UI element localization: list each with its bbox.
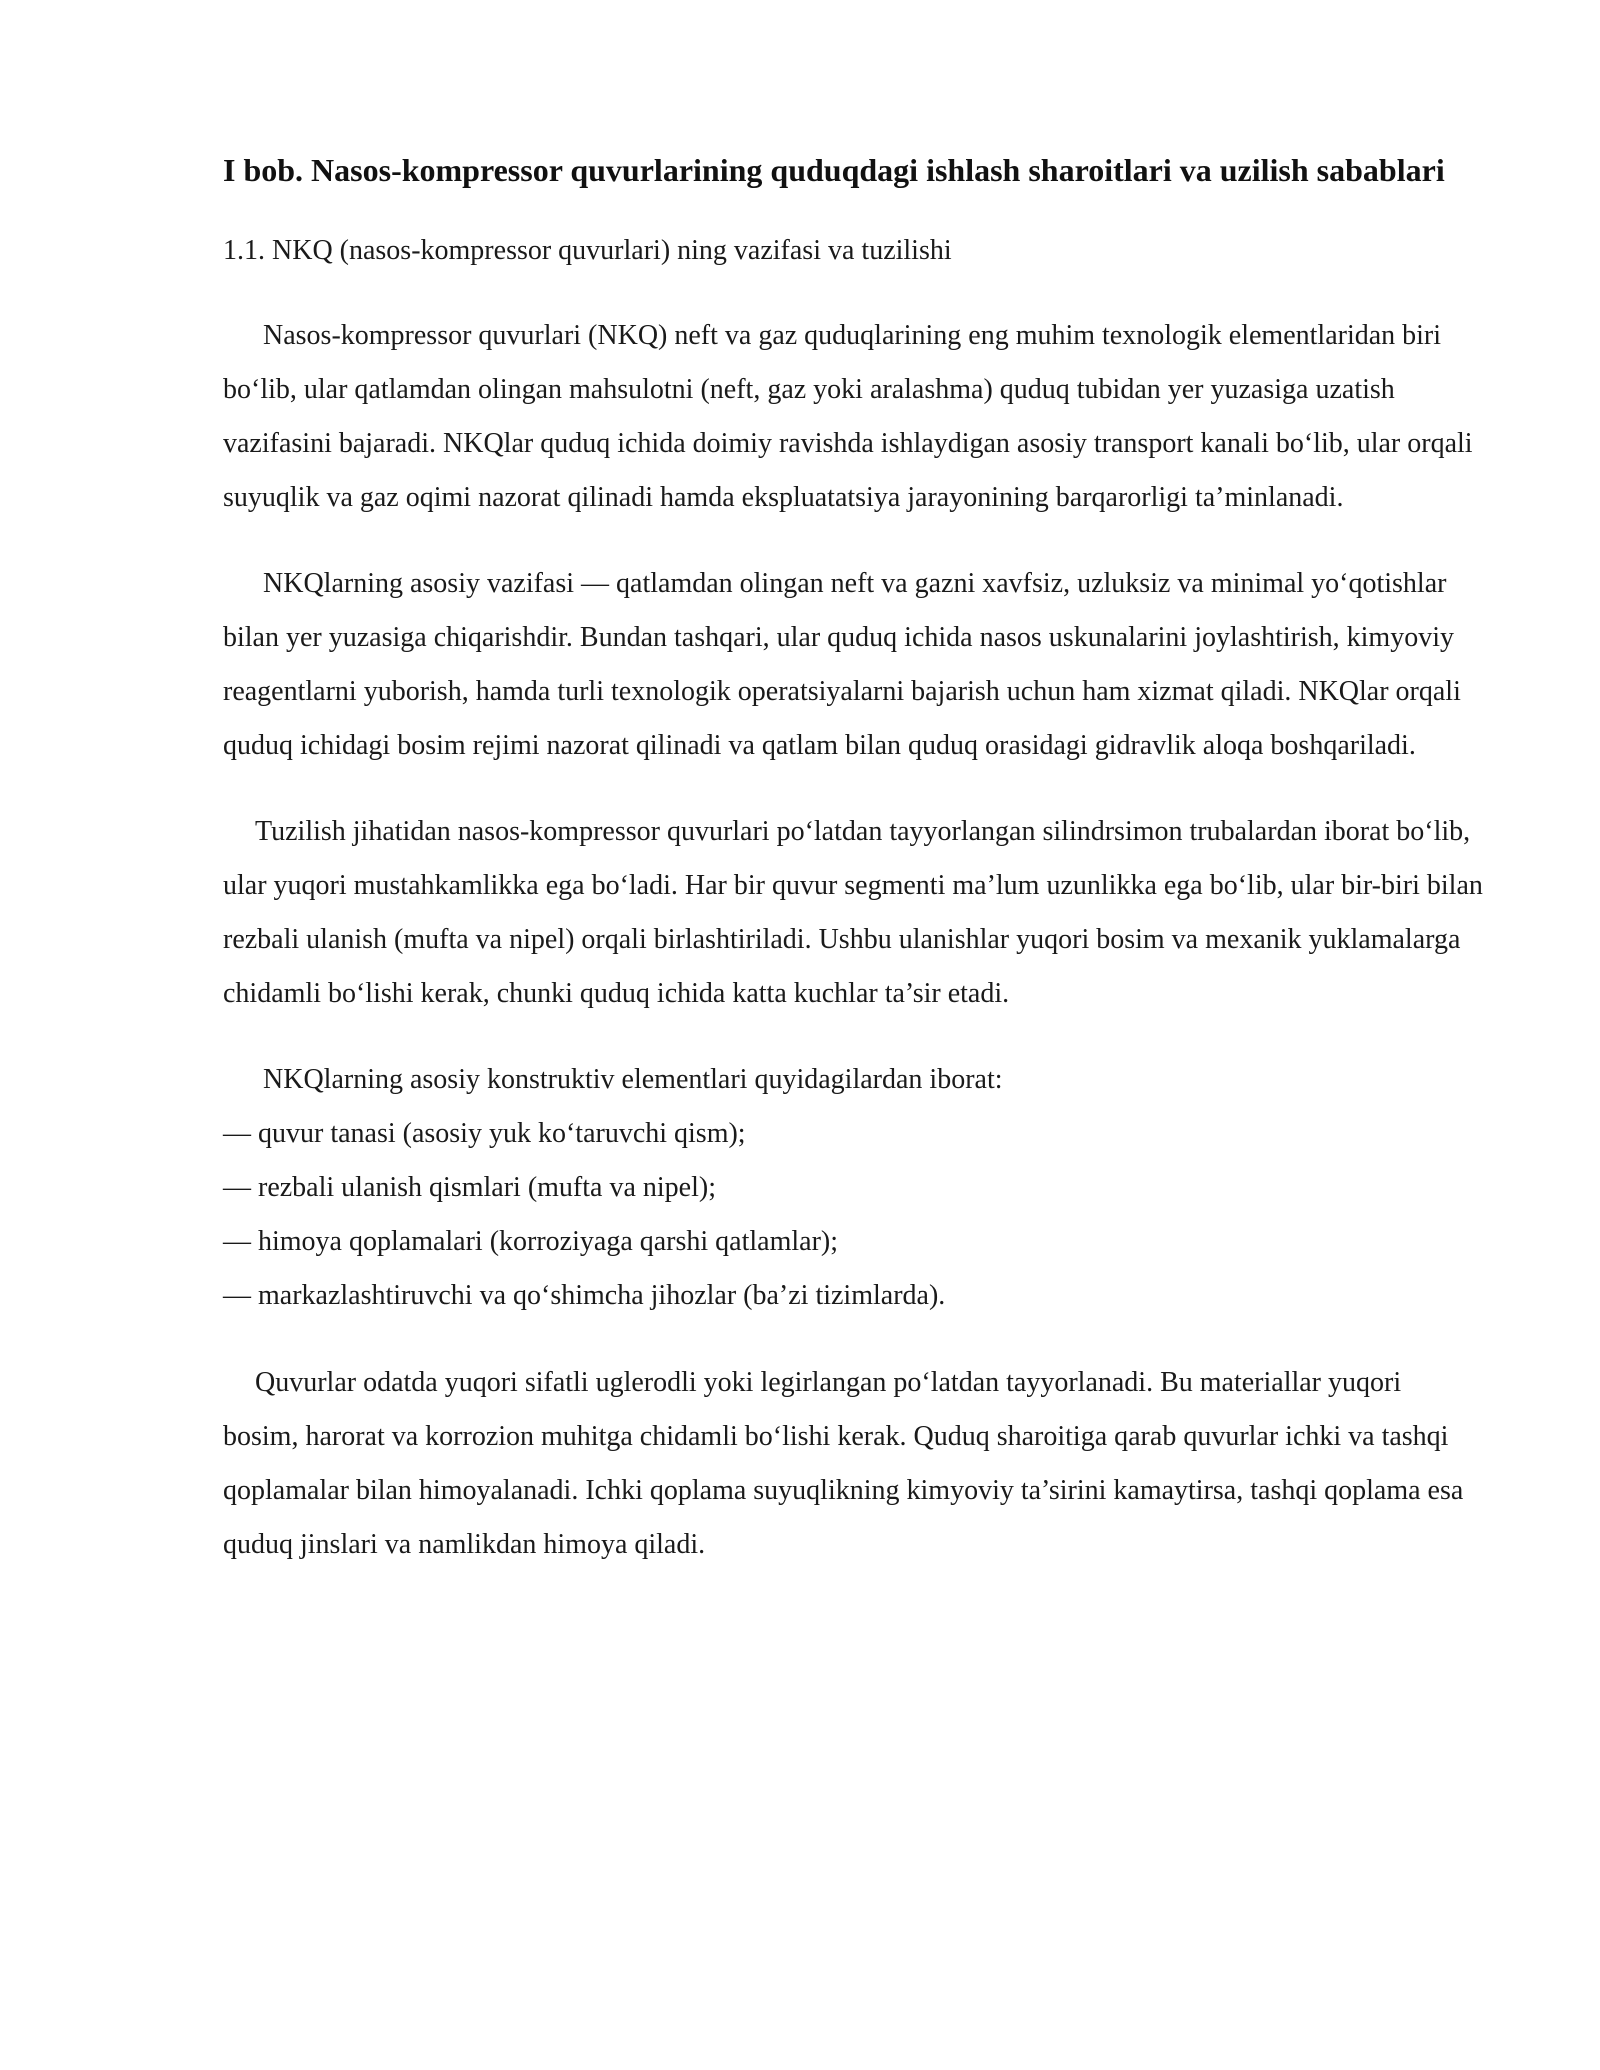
document-body <box>223 140 1483 1572</box>
list-item: — markazlashtiruvchi va qo‘shimcha jihozlar (ba’zi tizimlarda). <box>223 1280 946 1311</box>
paragraph-purpose-intro: Nasos-kompressor quvurlari (NKQ) neft va gaz quduqlarining eng muhim texnologik elementlaridan biri bo‘lib, ular qatlamdan olingan mahsulotni (neft, gaz yoki aralashma) quduq tubidan yer yuzasiga uzatish vazifasini bajaradi. NKQlar quduq ichida doimiy ravishda ishlaydigan asosiy transport kanali bo‘lib, ular orqali suyuqlik va gaz oqimi nazorat qilinadi hamda ekspluatatsiya jarayonining barqarorligi ta’minlanadi. <box>223 320 1473 513</box>
section-title: 1.1. NKQ (nasos-kompressor quvurlari) ning vazifasi va tuzilishi <box>223 235 952 266</box>
paragraph-elements-intro: NKQlarning asosiy konstruktiv elementlari quyidagilardan iborat: <box>263 1064 1003 1095</box>
paragraph-construction: Tuzilish jihatidan nasos-kompressor quvurlari po‘latdan tayyorlangan silindrsimon trubalardan iborat bo‘lib, ular yuqori mustahkamlikka ega bo‘ladi. Har bir quvur segmenti ma’lum uzunlikka ega bo‘lib, ular bir-biri bilan rezbali ulanish (mufta va nipel) orqali birlashtiriladi. Ushbu ulanishlar yuqori bosim va mexanik yuklamalarga chidamli bo‘lishi kerak, chunki quduq ichida katta kuchlar ta’sir etadi. <box>223 816 1483 1009</box>
paragraph-materials: Quvurlar odatda yuqori sifatli uglerodli yoki legirlangan po‘latdan tayyorlanadi. Bu materiallar yuqori bosim, harorat va korrozion muhitga chidamli bo‘lishi kerak. Quduq sharoitiga qarab quvurlar ichki va tashqi qoplamalar bilan himoyalanadi. Ichki qoplama suyuqlikning kimyoviy ta’sirini kamaytirsa, tashqi qoplama esa quduq jinslari va namlikdan himoya qiladi. <box>223 1367 1464 1560</box>
list-item: — rezbali ulanish qismlari (mufta va nipel); <box>223 1172 716 1203</box>
paragraph-main-function: NKQlarning asosiy vazifasi — qatlamdan olingan neft va gazni xavfsiz, uzluksiz va minimal yo‘qotishlar bilan yer yuzasiga chiqarishdir. Bundan tashqari, ular quduq ichida nasos uskunalarini joylashtirish, kimyoviy reagentlarni yuborish, hamda turli texnologik operatsiyalarni bajarish uchun ham xizmat qiladi. NKQlar orqali quduq ichidagi bosim rejimi nazorat qilinadi va qatlam bilan quduq orasidagi gidravlik aloqa boshqariladi. <box>223 568 1461 761</box>
list-item: — himoya qoplamalari (korroziyaga qarshi qatlamlar); <box>223 1226 839 1257</box>
elements-list <box>223 1107 1483 1323</box>
list-item: — quvur tanasi (asosiy yuk ko‘taruvchi qism); <box>223 1118 746 1149</box>
chapter-title: I bob. Nasos-kompressor quvurlarining quduqdagi ishlash sharoitlari va uzilish sabablari <box>223 152 1445 188</box>
